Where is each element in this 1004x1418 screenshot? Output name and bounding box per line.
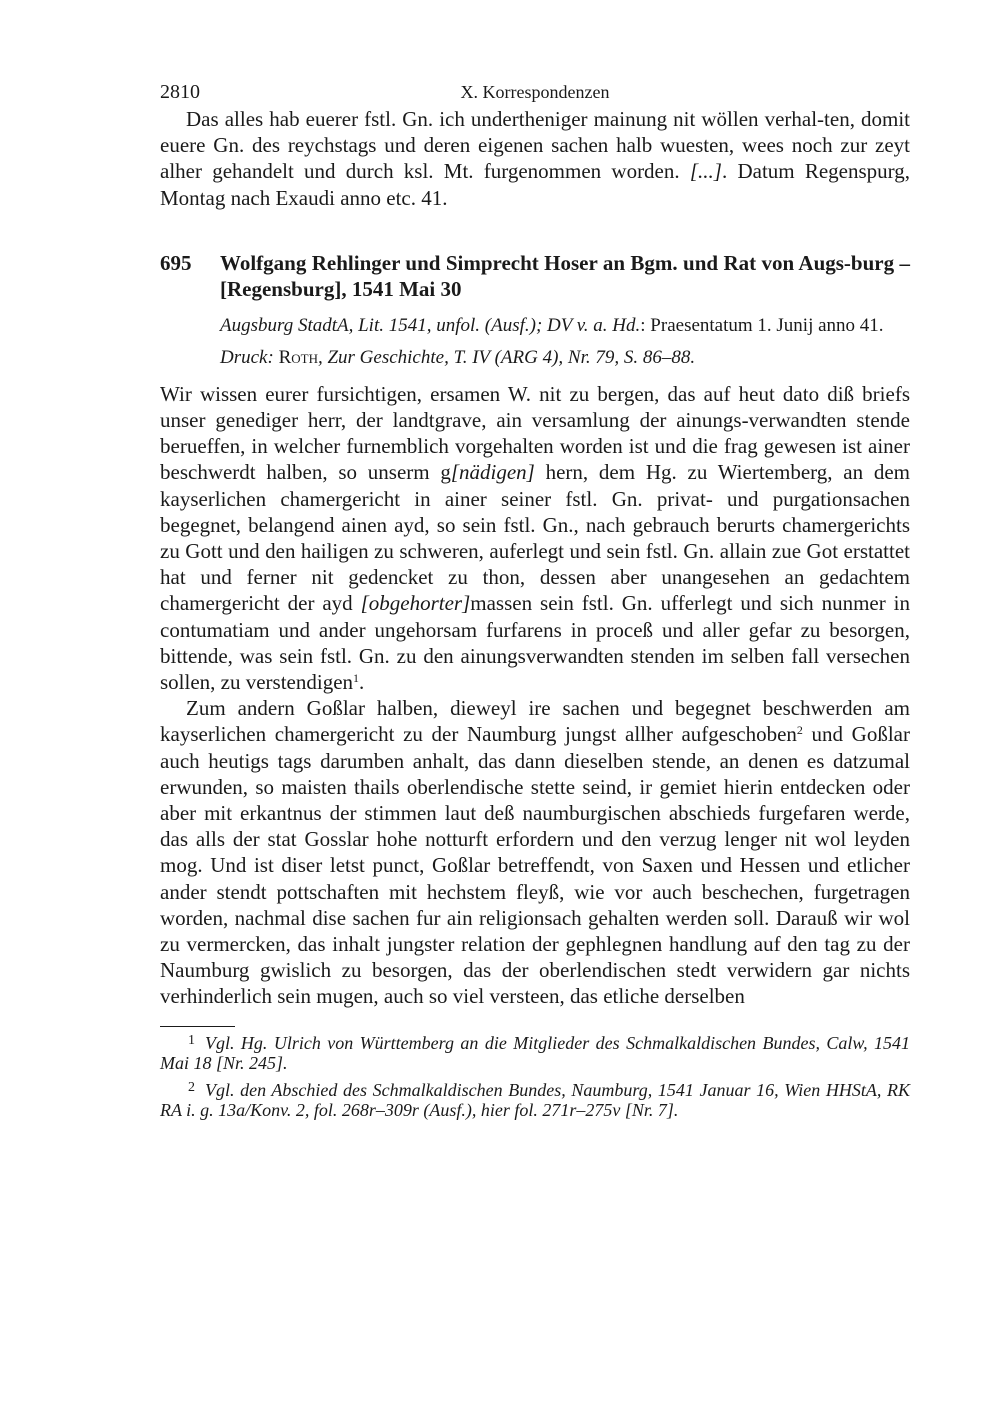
footnote-ref-2[interactable]: 2	[796, 723, 803, 738]
editorial-insertion: [obgehorter]	[360, 591, 471, 616]
footnote-text: Vgl. Hg. Ulrich von Württemberg an die Mitglieder des Schmalkaldischen Bundes, Calw, 1541 Mai 18 [Nr. 245].	[160, 1032, 910, 1074]
footnote-mark: 2	[188, 1079, 195, 1095]
letter-body	[160, 381, 910, 1010]
footnote-ref-1[interactable]: 1	[353, 671, 360, 686]
footnotes	[160, 1033, 910, 1121]
previous-letter-closing: . Datum Regenspurg, Montag nach Exaudi anno etc. 41.	[160, 159, 911, 210]
letter-text: .	[359, 670, 365, 695]
letter-paragraph-1	[160, 381, 910, 695]
editorial-ellipsis: [...]	[689, 159, 722, 184]
footnote-1	[160, 1033, 910, 1074]
print-source-citation: , Zur Geschichte, T. IV (ARG 4), Nr. 79, S. 86–88.	[317, 347, 696, 369]
letter-text: Wir wissen eurer fursichtigen, ersamen W. nit zu bergen, das auf heut dato diß briefs unser genediger herr, der landtgrave, ain versamlung der ainungs-verwandten stende berueffen, in welcher furnemblich vorgehalten worden ist und die frag gewesen ist ainer beschwerdt halben, so unserm g	[160, 381, 910, 485]
previous-letter-text: Das alles hab euerer fstl. Gn. ich undertheniger mainung nit wöllen verhal-ten, domit euere Gn. des reychstags und deren eigenen sachen halb wuesten, wees noch zur zeyt alher gehandelt und durch ksl. Mt. furgenommen worden.	[160, 107, 910, 184]
letter-text: Zum andern Goßlar halben, dieweyl ire sachen und begegnet beschwerden am kayserlichen chamergericht zu der Naumburg jungst allher aufgeschoben	[160, 696, 910, 747]
previous-letter-ending	[160, 106, 910, 211]
print-source-label: Druck:	[220, 347, 274, 369]
footnote-2	[160, 1080, 910, 1121]
footnote-divider	[160, 1026, 235, 1027]
running-head	[160, 78, 910, 106]
letter-text: massen sein fstl. Gn. ufferlegt und sich nunmer in contumatiam und ander ungehorsam furfarens in proceß und aller gefar zu besorgen, bittende, was sein fstl. Gn. zu den ainungsverwandten stenden im selben fall versechen sollen, zu verstendigen	[160, 591, 910, 695]
section-title: X. Korrespondenzen	[460, 82, 610, 102]
source-notes	[160, 314, 910, 370]
archive-source	[220, 314, 910, 338]
letter-text: und Goßlar auch heutigs tags darumben anhalt, das dann dieselben stende, an denen es datzumal erwunden, so maisten thails oberlendische stette seind, ir gemiet hierin entdecken oder aber mit erkantnus der stimmen laut deß naumburgischen abschieds furgefaren werde, das alls der stat Gosslar hohe notturft erfordern und den verzug lenger nit wol leyden mog. Und ist diser letst punct, Goßlar betreffendt, von Saxen und Hessen und etlicher ander stendt pottschaften mit hechstem fleyß, wie vor auch beschechen, furgetragen worden, nachmal dise sachen fur ain religionsach gehalten werden soll. Darauß wir wol zu vermercken, das inhalt jungster relation der gephlegnen handlung auf den tag zu der Naumburg gwislich zu besorgen, das der oberlendischen stedt verwidern gar nichts verhinderlich sein mugen, auch so viel versteen, das etliche derselben	[160, 722, 910, 1009]
archive-source-note: : Praesentatum 1. Junij anno 41.	[640, 314, 884, 336]
editorial-insertion: [nädigen]	[450, 460, 535, 485]
letter-text: hern, dem Hg. zu Wiertemberg, an dem kayserlichen chamergericht in ainer seiner fstl. Gn. privat- und purgationsachen begegnet, belangend ainen ayd, so sein fstl. Gn., nach gebrauch berurts chamergerichts zu Gott und den hailigen zu schweren, auferlegt und sein fstl. Gn. allain zue Got erstattet hat und ferner nit gedencket zu thon, dessen aber unangesehen an gedachtem chamergericht der ayd	[160, 460, 910, 616]
footnote-mark: 1	[188, 1032, 195, 1048]
document-title: Wolfgang Rehlinger und Simprecht Hoser an Bgm. und Rat von Augs-burg – [Regensburg], 1541 Mai 30	[220, 250, 910, 301]
footnote-text: Vgl. den Abschied des Schmalkaldischen Bundes, Naumburg, 1541 Januar 16, Wien HHStA, RK RA i. g. 13a/Konv. 2, fol. 268r–309r (Ausf.), hier fol. 271r–275v [Nr. 7].	[160, 1079, 910, 1121]
letter-paragraph-2	[160, 695, 910, 1009]
print-source	[220, 346, 910, 370]
document-header	[160, 250, 910, 302]
document-page	[160, 78, 910, 1121]
print-source-author: Roth	[278, 347, 318, 369]
document-number: 695	[160, 250, 192, 275]
page-number: 2810	[160, 81, 200, 103]
archive-source-italic: Augsburg StadtA, Lit. 1541, unfol. (Ausf.); DV v. a. Hd.	[220, 314, 641, 336]
